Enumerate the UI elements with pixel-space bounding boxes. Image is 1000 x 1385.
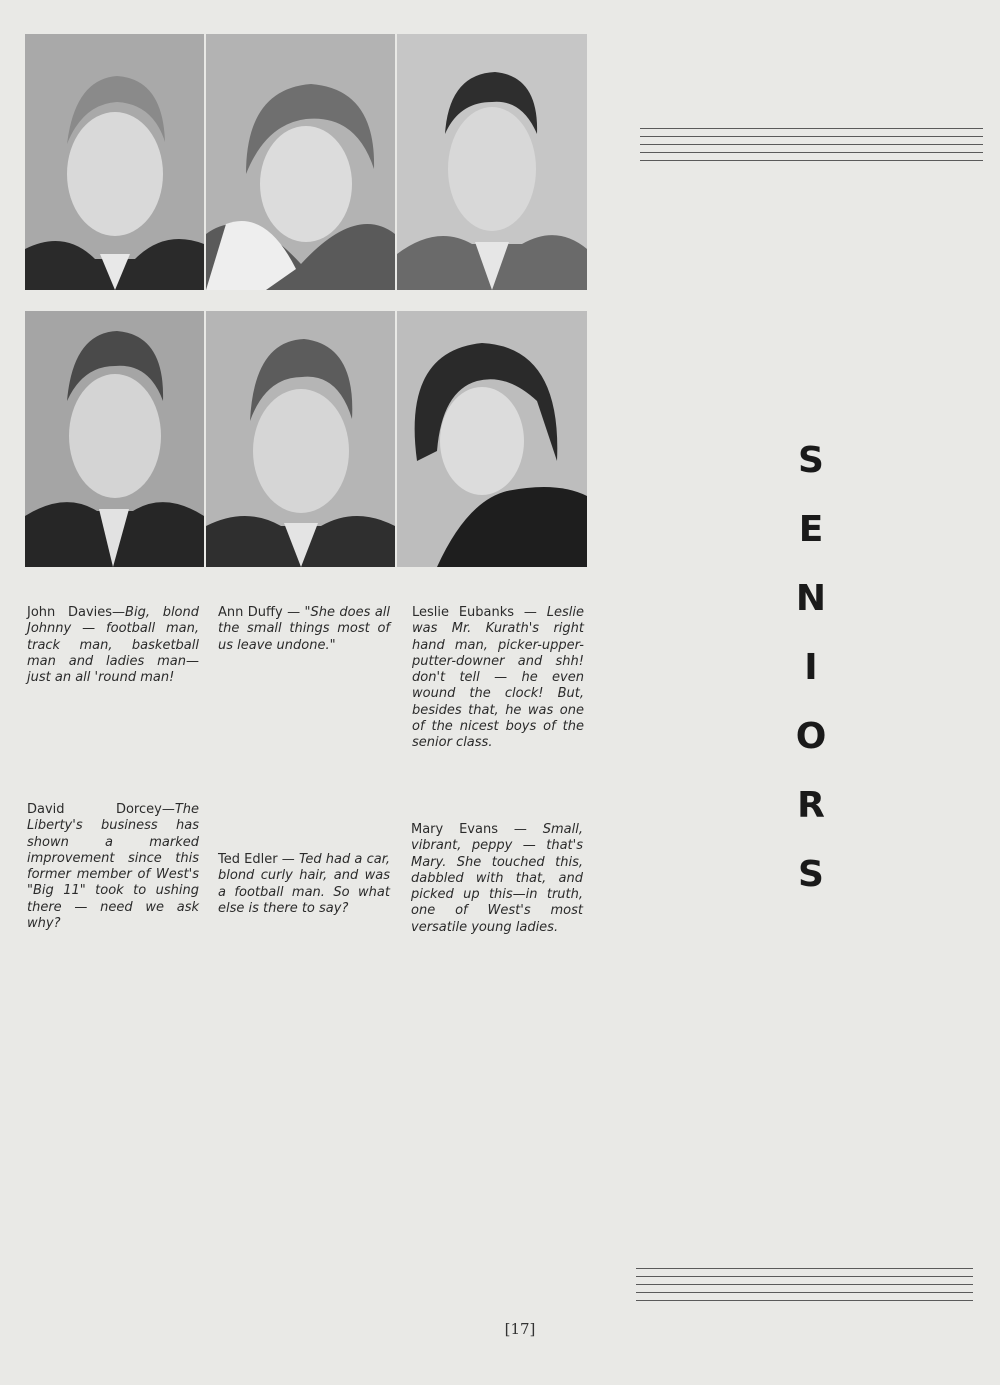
rule-line xyxy=(640,152,983,153)
senior-name: David Dorcey xyxy=(27,802,162,817)
decorative-rules-bottom xyxy=(636,1268,973,1308)
title-letter: E xyxy=(798,509,824,550)
portrait-photo-john-davies xyxy=(25,34,204,290)
rule-line xyxy=(636,1268,973,1269)
title-letter: S xyxy=(798,440,824,481)
rule-line xyxy=(636,1300,973,1301)
portrait-photo-ted-edler xyxy=(206,311,395,567)
bio-leslie-eubanks xyxy=(412,605,584,752)
senior-name: Ted Edler xyxy=(218,852,278,867)
senior-description: Small, vibrant, peppy — that's Mary. She touched this, dabbled with that, and picked up this—in truth, one of West's most versatile young ladies. xyxy=(411,822,583,935)
bio-john-davies xyxy=(27,605,199,686)
rule-line xyxy=(636,1292,973,1293)
senior-description: Leslie was Mr. Kurath's right hand man, picker-upper-putter-downer and shh! don't tell — he even wound the clock! But, besides that, he was one of the nicest boys of the senior class. xyxy=(412,605,584,751)
title-letter: I xyxy=(804,647,818,688)
bio-david-dorcey xyxy=(27,802,199,932)
name-separator: — xyxy=(161,802,175,817)
senior-description: "She does all the small things most of us leave undone." xyxy=(218,605,391,653)
name-separator: — xyxy=(277,852,299,867)
decorative-rules-top xyxy=(640,128,983,168)
page-number: [17] xyxy=(504,1320,536,1338)
rule-line xyxy=(636,1276,973,1277)
portrait-photo-david-dorcey xyxy=(25,311,204,567)
rule-line xyxy=(640,144,983,145)
name-separator: — xyxy=(514,605,547,620)
bio-ted-edler xyxy=(218,852,390,917)
title-letter: S xyxy=(798,854,824,895)
senior-name: Mary Evans xyxy=(411,822,498,837)
portrait-photo-ann-duffy xyxy=(206,34,395,290)
rule-line xyxy=(640,160,983,161)
bio-ann-duffy xyxy=(218,605,390,654)
section-title-seniors xyxy=(790,440,832,923)
name-separator: — xyxy=(282,605,305,620)
senior-description: Big, blond Johnny — football man, track man, basketball man and ladies man— just an all 'round man! xyxy=(27,605,199,686)
portrait-photo-mary-evans xyxy=(397,311,587,567)
senior-name: Leslie Eubanks xyxy=(412,605,515,620)
name-separator: — xyxy=(497,822,543,837)
senior-description: The Liberty's business has shown a marked improvement since this former member of West's "Big 11" took to ushing there — need we ask why? xyxy=(27,802,199,932)
rule-line xyxy=(640,136,983,137)
name-separator: — xyxy=(112,605,126,620)
rule-line xyxy=(636,1284,973,1285)
senior-name: Ann Duffy xyxy=(218,605,283,620)
bio-mary-evans xyxy=(411,822,583,936)
title-letter: O xyxy=(795,716,827,757)
rule-line xyxy=(640,128,983,129)
title-letter: N xyxy=(795,578,827,619)
senior-description: Ted had a car, blond curly hair, and was a football man. So what else is there to say? xyxy=(218,852,390,916)
title-letter: R xyxy=(797,785,825,826)
portrait-photo-leslie-eubanks xyxy=(397,34,587,290)
senior-name: John Davies xyxy=(27,605,113,620)
